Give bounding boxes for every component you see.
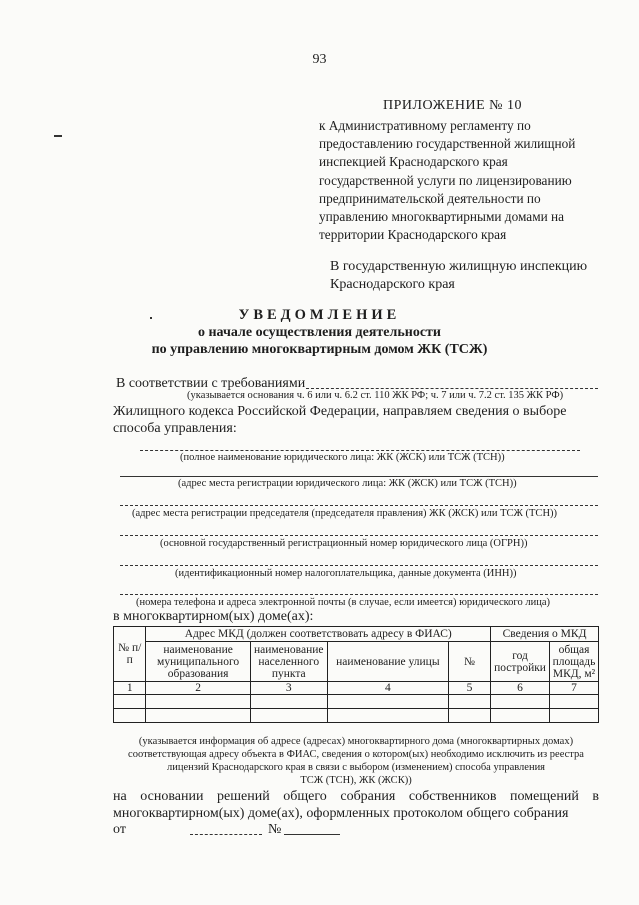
column-number: 5 <box>449 682 491 695</box>
appendix-line: территории Краснодарского края <box>319 227 507 243</box>
table-cell[interactable] <box>146 695 250 709</box>
table-cell[interactable] <box>327 695 448 709</box>
footnote-line: ТСЖ (ТСН), ЖК (ЖСК)) <box>300 775 412 786</box>
appendix-line: инспекцией Краснодарского края <box>319 154 508 170</box>
appendix-line: предпринимательской деятельности по <box>319 190 541 206</box>
ogrn-field[interactable] <box>120 535 598 536</box>
header-group-address: Адрес МКД (должен соответствовать адресу в ФИАС) <box>146 627 491 642</box>
notice-title: УВЕДОМЛЕНИЕ <box>238 307 401 323</box>
header-number: № п/п <box>114 627 146 682</box>
houses-line: в многоквартирном(ых) доме(ах): <box>113 609 314 624</box>
header-house-number: № <box>449 642 491 682</box>
basis-paragraph: на основании решений общего собрания собственников помещений в многоквартирном(ых) доме(ах), оформленных протоколом общего собрания <box>113 789 599 821</box>
requirements-field[interactable] <box>306 388 598 389</box>
header-area: общая площадь МКД, м² <box>550 642 599 682</box>
table-footnote <box>113 735 599 787</box>
header-group-info: Сведения о МКД <box>491 627 599 642</box>
column-number: 4 <box>327 682 448 695</box>
protocol-number-field[interactable] <box>284 834 340 835</box>
footnote-line: соответствующая адресу объекта в ФИАС, сведения о котором(ых) необходимо исключить из реестра <box>128 749 584 760</box>
body-line: способа управления: <box>113 421 237 436</box>
footnote-line: лицензий Краснодарского края в связи с выбором (изменением) способа управления <box>166 762 546 773</box>
protocol-date-field[interactable] <box>190 834 262 835</box>
table-cell[interactable] <box>250 709 327 723</box>
table-cell[interactable] <box>550 695 599 709</box>
field-caption: (номера телефона и адреса электронной почты (в случае, если имеется) юридического лица) <box>136 597 550 608</box>
header-street: наименование улицы <box>327 642 448 682</box>
field-caption: (идентификационный номер налогоплательщика, данные документа (ИНН)) <box>175 568 517 579</box>
table-cell[interactable] <box>449 709 491 723</box>
column-number: 2 <box>146 682 250 695</box>
legal-name-field[interactable] <box>140 450 580 451</box>
inn-field[interactable] <box>120 565 598 566</box>
appendix-line: предоставлению государственной жилищной <box>319 136 576 152</box>
table-cell[interactable] <box>491 695 550 709</box>
intro-text: В соответствии с требованиями <box>116 376 306 391</box>
column-number: 3 <box>250 682 327 695</box>
appendix-title: ПРИЛОЖЕНИЕ № 10 <box>383 98 522 113</box>
body-line: Жилищного кодекса Российской Федерации, направляем сведения о выборе <box>113 404 567 419</box>
field-caption: (адрес места регистрации юридического лица: ЖК (ЖСК) или ТСЖ (ТСН)) <box>178 478 517 489</box>
appendix-line: управлению многоквартирными домами на <box>319 209 565 225</box>
appendix-line: государственной услуги по лицензированию <box>319 172 572 188</box>
table-cell[interactable] <box>114 709 146 723</box>
table-cell[interactable] <box>146 709 250 723</box>
from-label: от <box>113 822 126 837</box>
appendix-line: к Административному регламенту по <box>319 118 531 133</box>
table-cell[interactable] <box>250 695 327 709</box>
addressee <box>330 258 620 294</box>
table-cell[interactable] <box>327 709 448 723</box>
column-number: 6 <box>491 682 550 695</box>
scan-mark <box>54 135 62 137</box>
column-number: 1 <box>114 682 146 695</box>
table-cell[interactable] <box>114 695 146 709</box>
notice-subtitle: о начале осуществления деятельности <box>197 325 441 340</box>
header-year: год постройки <box>491 642 550 682</box>
chairman-address-field[interactable] <box>120 505 598 506</box>
field-caption: (адрес места регистрации председателя (председателя правления) ЖК (ЖСК) или ТСЖ (ТСН)) <box>132 508 558 519</box>
notice-subtitle: по управлению многоквартирным домом ЖК (ТСЖ) <box>151 342 488 357</box>
requirements-hint: (указывается основания ч. 6 или ч. 6.2 ст. 110 ЖК РФ; ч. 7 или ч. 7.2 ст. 135 ЖК РФ) <box>187 390 564 401</box>
table-cell[interactable] <box>550 709 599 723</box>
addressee-line: Краснодарского края <box>330 277 455 292</box>
table-cell[interactable] <box>491 709 550 723</box>
addressee-line: В государственную жилищную инспекцию <box>330 259 588 274</box>
header-municipality: наименование муниципального образования <box>146 642 250 682</box>
legal-address-field[interactable] <box>120 476 598 477</box>
header-settlement: наименование населенного пункта <box>250 642 327 682</box>
page-number: 93 <box>312 52 327 67</box>
field-caption: (основной государственный регистрационный номер юридического лица (ОГРН)) <box>160 538 528 549</box>
field-caption: (полное наименование юридического лица: ЖК (ЖСК) или ТСЖ (ТСН)) <box>180 452 505 463</box>
footnote-line: (указывается информация об адресе (адресах) многоквартирного дома (многоквартирных домах) <box>138 736 574 747</box>
table-cell[interactable] <box>449 695 491 709</box>
appendix-reference <box>319 117 609 244</box>
number-label: № <box>268 822 282 837</box>
contacts-field[interactable] <box>120 594 598 595</box>
column-number: 7 <box>550 682 599 695</box>
mkd-table <box>113 626 599 723</box>
